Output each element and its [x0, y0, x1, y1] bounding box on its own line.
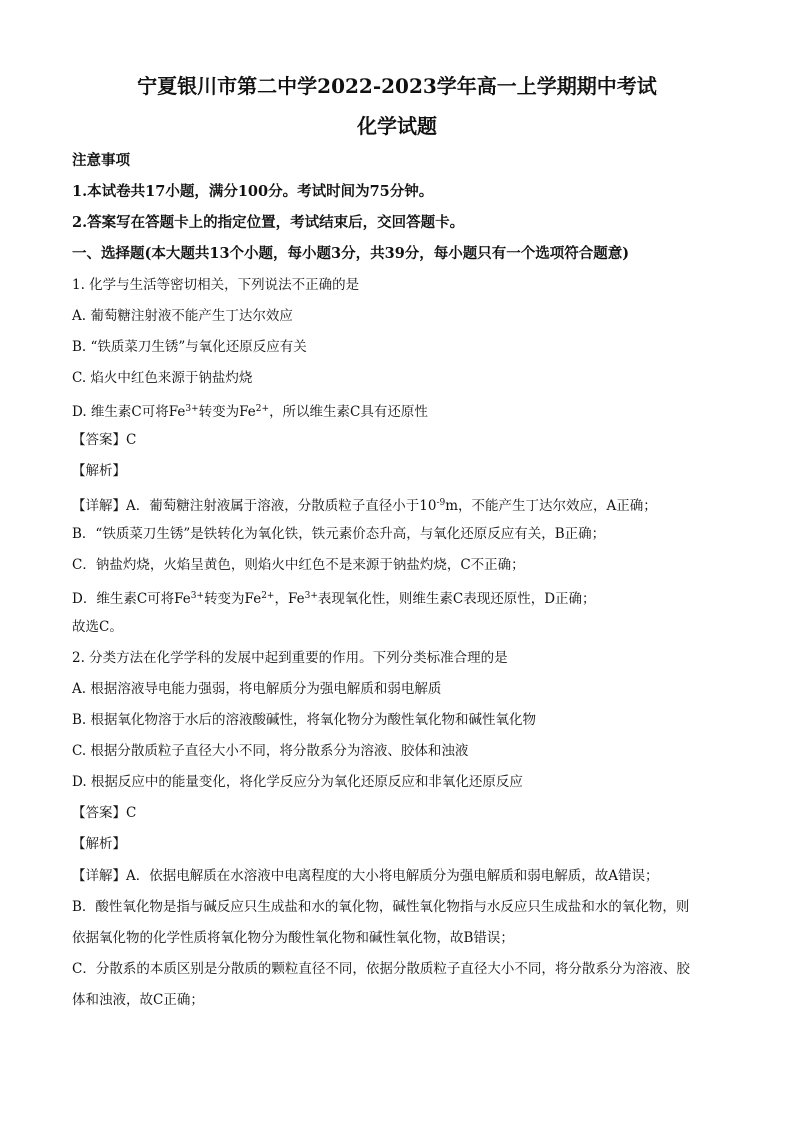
text-fragment: D．维生素C可将Fe — [72, 591, 191, 607]
question-1-detail-d — [72, 586, 732, 609]
text-fragment: 转变为Fe — [204, 591, 262, 607]
superscript: 3+ — [190, 591, 205, 601]
question-1-option-d — [72, 399, 732, 422]
question-2-detail-c-line-1: C．分散系的本质区别是分散质的颗粒直径不同，依据分散质粒子直径大小不同，将分散系分为溶液、胶 — [72, 961, 690, 977]
superscript: -9 — [436, 498, 446, 508]
notice-item-1: 1.本试卷共17小题，满分100分。考试时间为75分钟。 — [72, 183, 434, 200]
page-subtitle: 化学试题 — [357, 114, 437, 138]
text-fragment: ，Fe — [274, 591, 305, 607]
text-fragment: 【详解】A．葡萄糖注射液属于溶液，分散质粒子直径小于10 — [72, 498, 437, 514]
question-2-option-d: D. 根据反应中的能量变化，将化学反应分为氧化还原反应和非氧化还原反应 — [72, 774, 523, 790]
question-1-analysis-label: 【解析】 — [72, 463, 126, 479]
section-heading: 一、选择题(本大题共13个小题，每小题3分，共39分，每小题只有一个选项符合题意) — [72, 245, 630, 262]
question-1-conclusion: 故选C。 — [72, 619, 123, 635]
question-1-option-b: B. “铁质菜刀生锈”与氧化还原反应有关 — [72, 339, 307, 355]
question-2-option-a: A. 根据溶液导电能力强弱，将电解质分为强电解质和弱电解质 — [72, 681, 442, 697]
text-fragment: 转变为Fe — [198, 404, 256, 420]
question-2-detail-a: 【详解】A．依据电解质在水溶液中电离程度的大小将电解质分为强电解质和弱电解质，故A错误； — [72, 868, 659, 884]
question-1-option-c: C. 焰火中红色来源于钠盐灼烧 — [72, 370, 253, 386]
question-1-option-a: A. 葡萄糖注射液不能产生丁达尔效应 — [72, 308, 293, 324]
question-2-answer: 【答案】C — [72, 805, 137, 821]
question-2-option-c: C. 根据分散质粒子直径大小不同，将分散系分为溶液、胶体和浊液 — [72, 743, 469, 759]
text-fragment: ，所以维生素C具有还原性 — [269, 404, 428, 420]
question-2-detail-b-line-2: 依据氧化物的化学性质将氧化物分为酸性氧化物和碱性氧化物，故B错误； — [72, 930, 514, 946]
text-fragment: m，不能产生丁达尔效应，A正确； — [445, 498, 657, 514]
notice-heading: 注意事项 — [72, 152, 130, 169]
question-2-option-b: B. 根据氧化物溶于水后的溶液酸碱性，将氧化物分为酸性氧化物和碱性氧化物 — [72, 712, 537, 728]
notice-item-2: 2.答案写在答题卡上的指定位置，考试结束后，交回答题卡。 — [72, 214, 465, 231]
question-1-detail-c: C．钠盐灼烧，火焰呈黄色，则焰火中红色不是来源于钠盐灼烧，C不正确； — [72, 557, 525, 573]
question-1-answer: 【答案】C — [72, 432, 137, 448]
text-fragment: 表现氧化性，则维生素C表现还原性，D正确； — [317, 591, 596, 607]
page-title: 宁夏银川市第二中学2022-2023学年高一上学期期中考试 — [137, 74, 657, 98]
superscript: 3+ — [304, 591, 318, 601]
question-2-detail-c-line-2: 体和浊液，故C正确； — [72, 992, 204, 1008]
superscript: 2+ — [261, 591, 275, 601]
question-1-detail-b: B．“铁质菜刀生锈”是铁转化为氧化铁，铁元素价态升高，与氧化还原反应有关，B正确； — [72, 526, 606, 542]
superscript: 3+ — [185, 404, 199, 414]
question-1-detail-a — [72, 493, 732, 516]
question-1-stem: 1. 化学与生活等密切相关，下列说法不正确的是 — [72, 277, 360, 293]
question-2-stem: 2. 分类方法在化学学科的发展中起到重要的作用。下列分类标准合理的是 — [72, 650, 508, 666]
superscript: 2+ — [255, 404, 270, 414]
text-fragment: D. 维生素C可将Fe — [72, 404, 186, 420]
question-2-detail-b-line-1: B．酸性氧化物是指与碱反应只生成盐和水的氧化物，碱性氧化物指与水反应只生成盐和水的氧化物，则 — [72, 899, 690, 915]
question-2-analysis-label: 【解析】 — [72, 836, 126, 852]
